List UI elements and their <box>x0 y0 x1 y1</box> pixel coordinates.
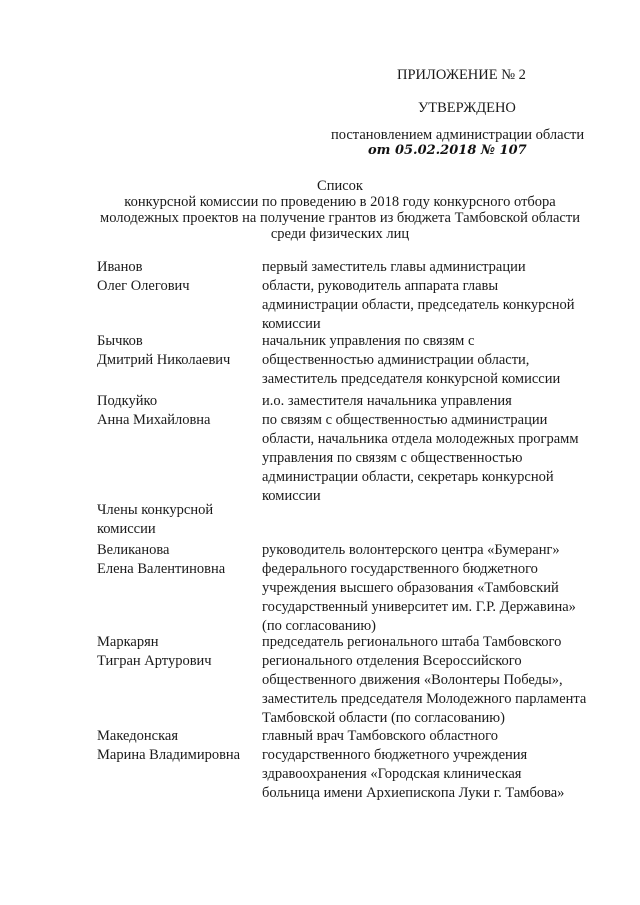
title-line: Список <box>317 178 363 194</box>
role-line: главный врач Тамбовского областного <box>262 728 498 744</box>
title-line: молодежных проектов на получение грантов из бюджета Тамбовской области <box>100 210 580 226</box>
role-line: регионального отделения Всероссийского <box>262 653 522 669</box>
document-title <box>60 178 620 242</box>
heading-line: Члены конкурсной <box>97 502 214 518</box>
role-line: учреждения высшего образования «Тамбовский <box>262 580 559 596</box>
role-line: больница имени Архиепископа Луки г. Тамбова» <box>262 785 565 801</box>
name-line: Анна Михайловна <box>97 412 211 428</box>
role-line: председатель регионального штаба Тамбовского <box>262 634 562 650</box>
name-line: Елена Валентиновна <box>97 561 226 577</box>
role-line: комиссии <box>262 316 321 332</box>
role-line: и.о. заместителя начальника управления <box>262 393 512 409</box>
member-name <box>97 541 225 579</box>
role-line: государственный университет им. Г.Р. Державина» <box>262 599 576 615</box>
name-line: Бычков <box>97 333 143 349</box>
role-line: первый заместитель главы администрации <box>262 259 526 275</box>
role-line: Тамбовской области (по согласованию) <box>262 710 505 726</box>
member-role <box>262 727 564 803</box>
role-line: по связям с общественностью администрации <box>262 412 548 428</box>
name-line: Подкуйко <box>97 393 158 409</box>
decree-reference: постановлением администрации области <box>331 127 585 143</box>
role-line: администрации области, председатель конкурсной <box>262 297 575 313</box>
role-line: области, начальника отдела молодежных программ <box>262 431 579 447</box>
name-line: Маркарян <box>97 634 159 650</box>
role-line: руководитель волонтерского центра «Бумеранг» <box>262 542 560 558</box>
role-line: области, руководитель аппарата главы <box>262 278 499 294</box>
role-line: федерального государственного бюджетного <box>262 561 538 577</box>
appendix-number: ПРИЛОЖЕНИЕ № 2 <box>397 67 526 83</box>
handwritten-date-text: от 05.02.2018 № 107 <box>368 143 527 158</box>
member-name <box>97 332 230 370</box>
name-line: Тигран Артурович <box>97 653 212 669</box>
role-line: (по согласованию) <box>262 618 376 634</box>
member-role <box>262 541 576 636</box>
approved-stamp-text: УТВЕРЖДЕНО <box>418 100 516 116</box>
name-line: Марина Владимировна <box>97 747 241 763</box>
member-role <box>262 633 586 728</box>
heading-line: комиссии <box>97 521 156 537</box>
title-line: среди физических лиц <box>270 226 410 242</box>
role-line: управления по связям с общественностью <box>262 450 523 466</box>
role-line: государственного бюджетного учреждения <box>262 747 528 763</box>
section-heading <box>97 501 213 539</box>
title-line: конкурсной комиссии по проведению в 2018 году конкурсного отбора <box>124 194 556 210</box>
name-line: Олег Олегович <box>97 278 190 294</box>
member-name <box>97 392 211 430</box>
role-line: общественностью администрации области, <box>262 352 530 368</box>
role-line: комиссии <box>262 488 321 504</box>
name-line: Македонская <box>97 728 179 744</box>
member-name <box>97 633 212 671</box>
member-role <box>262 332 560 389</box>
name-line: Иванов <box>97 259 143 275</box>
role-line: начальник управления по связям с <box>262 333 475 349</box>
role-line: администрации области, секретарь конкурсной <box>262 469 554 485</box>
member-name <box>97 727 240 765</box>
role-line: здравоохранения «Городская клиническая <box>262 766 522 782</box>
member-name <box>97 258 190 296</box>
role-line: общественного движения «Волонтеры Победы», <box>262 672 563 688</box>
member-role <box>262 392 579 506</box>
role-line: заместитель председателя конкурсной комиссии <box>262 371 561 387</box>
name-line: Дмитрий Николаевич <box>97 352 231 368</box>
role-line: заместитель председателя Молодежного парламента <box>262 691 587 707</box>
member-role <box>262 258 575 334</box>
handwritten-date-number <box>366 138 546 162</box>
name-line: Великанова <box>97 542 170 558</box>
